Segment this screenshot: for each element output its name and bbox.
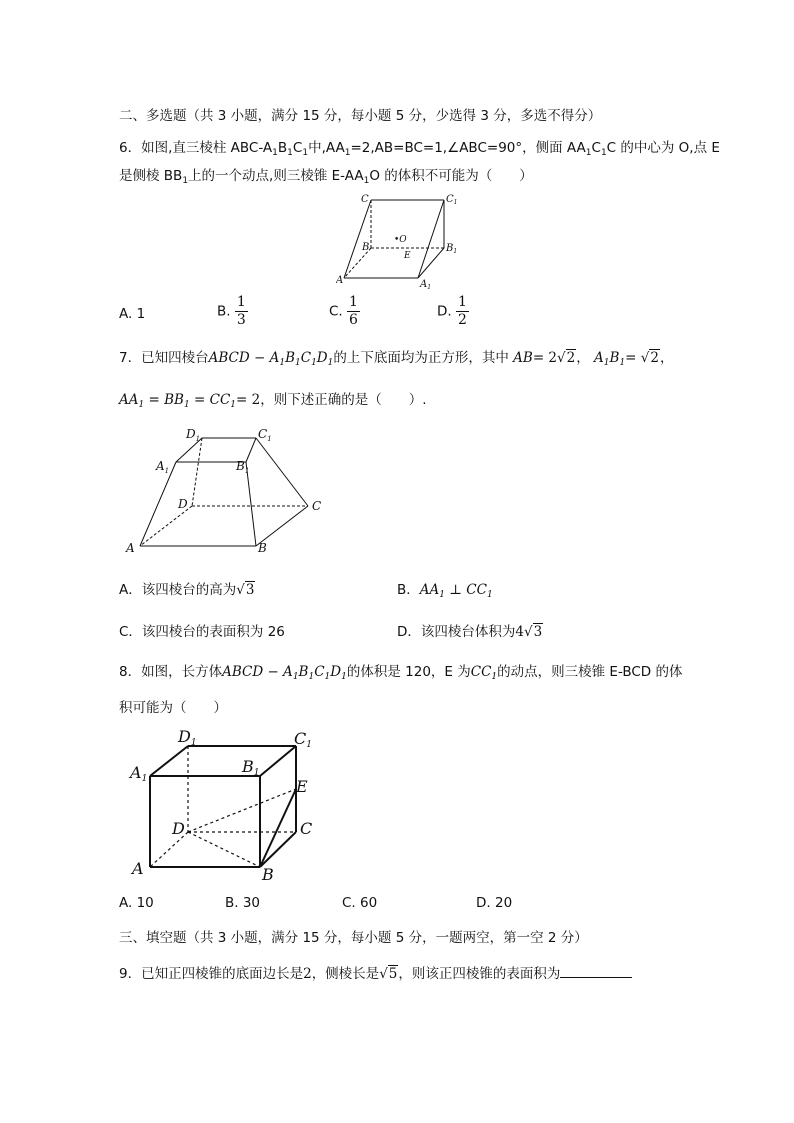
label-e: E xyxy=(404,251,411,261)
question-8-line-1: 8．如图，长方体ABCD − $A_1B_1C_1D_1$的体积是 120，E 为$CC_1$的动点，则三棱锥 E-BCD 的体 xyxy=(119,664,683,682)
edge-a1-d1 xyxy=(150,746,188,776)
q6-option-a: A. 1 xyxy=(119,306,146,322)
fraction-one-half: $\frac{1}{2}$ xyxy=(457,294,467,328)
q7-option-d: D．该四棱台体积为4√3 xyxy=(397,624,543,640)
label-c1: $C_1$ xyxy=(258,427,272,443)
label-a1: $A_1$ xyxy=(156,459,170,475)
edge-c1-c xyxy=(256,438,308,506)
label-c: C xyxy=(312,499,322,513)
label-d1: D1 xyxy=(178,727,197,748)
label-c1: C1 xyxy=(294,729,312,750)
q8-option-b: B. 30 xyxy=(225,895,261,911)
label-c: C xyxy=(300,819,313,838)
q8-option-c: C. 60 xyxy=(342,895,378,911)
question-8-cuboid-figure xyxy=(128,724,328,884)
edge-a1-a xyxy=(140,462,176,546)
q7-option-a: A．该四棱台的高为√3 xyxy=(119,582,255,598)
question-6-line-1: 6．如图,直三棱柱 ABC-$A_1B_1C_1$中$,AA_1=2,AB=BC=1,\angle ABC=90^\circ$，侧面 $AA_1C_1C$ 的中心为 O,点 E xyxy=(119,140,720,158)
label-b: B xyxy=(258,541,267,555)
label-b: B xyxy=(262,865,274,884)
question-7-line-2: $AA_1 = BB_1 = CC_1= 2$，则下述正确的是（ ）. xyxy=(119,392,427,410)
edge-c1-a1 xyxy=(418,200,444,278)
q6-option-d: D. $\frac{1}{2}$ xyxy=(437,294,467,328)
edge-d1-d-hidden xyxy=(192,438,202,506)
label-c1: $C_1$ xyxy=(446,194,458,206)
label-o: •O xyxy=(394,235,407,245)
section-heading-fill-in: 三、填空题（共 3 小题，满分 15 分，每小题 5 分，一题两空，第一空 2 分） xyxy=(119,930,588,946)
question-9: 9．已知正四棱锥的底面边长是2，侧棱长是√5，则该正四棱锥的表面积为 xyxy=(119,962,632,982)
question-8-line-2: 积可能为（ ） xyxy=(119,700,227,716)
fraction-one-sixth: $\frac{1}{6}$ xyxy=(349,294,358,328)
edge-b-e xyxy=(260,789,296,867)
q7-option-b: B．$AA_1$ ⊥ $CC_1$ xyxy=(397,582,493,600)
edge-b1-a1 xyxy=(418,248,444,278)
label-a1: A1 xyxy=(130,763,148,784)
q8-option-d: D. 20 xyxy=(476,895,513,911)
q7-option-c: C．该四棱台的表面积为 26 xyxy=(119,624,285,640)
edge-b-c xyxy=(256,506,308,546)
label-b1: B1 xyxy=(242,757,260,778)
label-a1: $A_1$ xyxy=(420,279,432,290)
edge-b1-c1 xyxy=(260,746,296,776)
answer-blank[interactable] xyxy=(560,965,632,978)
label-c: C xyxy=(361,194,369,205)
label-d: D xyxy=(172,819,185,838)
edge-c1-b1 xyxy=(246,438,256,462)
section-heading-multiple-choice: 二、多选题（共 3 小题，满分 15 分，每小题 5 分，少选得 3 分，多选不得分） xyxy=(119,108,602,124)
label-b1: $B_1$ xyxy=(236,459,250,475)
question-6-prism-figure xyxy=(336,190,466,290)
label-b1: $B_1$ xyxy=(446,243,458,255)
label-a: A xyxy=(126,541,135,555)
label-d1: $D_1$ xyxy=(186,427,201,443)
q6-option-c: C. $\frac{1}{6}$ xyxy=(329,294,358,328)
label-e: E xyxy=(296,777,308,796)
edge-c-a xyxy=(344,200,371,278)
label-a: A xyxy=(132,859,144,878)
fraction-one-third: $\frac{1}{3}$ xyxy=(236,294,246,328)
question-7-frustum-figure xyxy=(122,424,332,556)
edge-d-a-hidden xyxy=(140,506,192,546)
edge-d-b-hidden xyxy=(188,832,260,867)
question-6-line-2: 是侧棱 $BB_1$上的一个动点,则三棱锥 $E-AA_1O$ 的体积不可能为（ ） xyxy=(119,168,533,186)
label-d: D xyxy=(178,497,188,511)
question-7-line-1: 7．已知四棱台ABCD − $A_1B_1C_1D_1$的上下底面均为正方形，其中 AB= 2√2， $A_1B_1= √2$， xyxy=(119,350,674,368)
label-b: B xyxy=(362,242,370,253)
q8-option-a: A. 10 xyxy=(119,895,154,911)
label-a: A xyxy=(336,275,344,286)
q6-option-b: B. $\frac{1}{3}$ xyxy=(217,294,246,328)
edge-b-c xyxy=(260,832,296,867)
